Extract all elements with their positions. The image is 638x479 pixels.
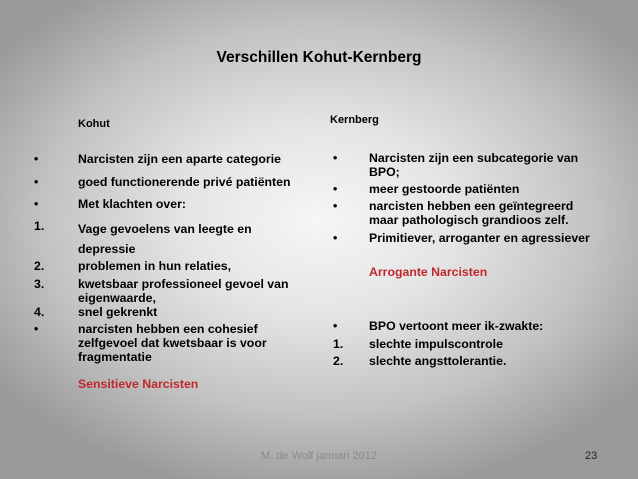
right-column-heading: Kernberg: [330, 114, 379, 126]
list-item: Narcisten zijn een aparte categorie: [78, 152, 281, 166]
left-column-heading: Kohut: [78, 118, 110, 130]
list-item-marker: •: [333, 182, 338, 196]
list-item: Narcisten zijn een subcategorie van BPO;: [369, 151, 579, 179]
list-item: kwetsbaar professioneel gevoel van eigenwaarde,: [78, 277, 289, 305]
page-number: 23: [585, 450, 598, 462]
right-accent-label: Arrogante Narcisten: [369, 265, 488, 279]
list-item-marker: •: [333, 319, 338, 333]
list-item-marker: 2.: [333, 354, 344, 368]
list-item-marker: 4.: [34, 305, 45, 319]
list-item: narcisten hebben een cohesief zelfgevoel dat kwetsbaar is voor fragmentatie: [78, 322, 267, 364]
list-item-marker: 2.: [34, 259, 45, 273]
list-item: snel gekrenkt: [78, 305, 158, 319]
list-item: Vage gevoelens van leegte en depressie: [78, 222, 252, 256]
list-item: goed functionerende privé patiënten: [78, 175, 291, 189]
list-item-marker: •: [34, 197, 39, 211]
left-accent-label: Sensitieve Narcisten: [78, 377, 199, 391]
list-item: narcisten hebben een geïntegreerd maar pathologisch grandioos zelf.: [369, 199, 574, 227]
list-item-marker: •: [333, 231, 338, 245]
list-item: slechte impulscontrole: [369, 337, 503, 351]
list-item: slechte angsttolerantie.: [369, 354, 507, 368]
list-item-marker: •: [34, 152, 39, 166]
list-item-marker: 1.: [333, 337, 344, 351]
footer-text: M. de Wolf januari 2012: [261, 450, 377, 462]
list-item: Primitiever, arroganter en agressiever: [369, 231, 590, 245]
list-item: meer gestoorde patiënten: [369, 182, 520, 196]
list-item: BPO vertoont meer ik-zwakte:: [369, 319, 544, 333]
list-item-marker: 1.: [34, 219, 45, 233]
list-item-marker: •: [333, 151, 338, 165]
slide-title: Verschillen Kohut-Kernberg: [216, 49, 422, 66]
list-item-marker: •: [34, 175, 39, 189]
list-item-marker: •: [333, 199, 338, 213]
list-item: problemen in hun relaties,: [78, 259, 232, 273]
list-item: Met klachten over:: [78, 197, 186, 211]
list-item-marker: 3.: [34, 277, 45, 291]
list-item-marker: •: [34, 322, 39, 336]
